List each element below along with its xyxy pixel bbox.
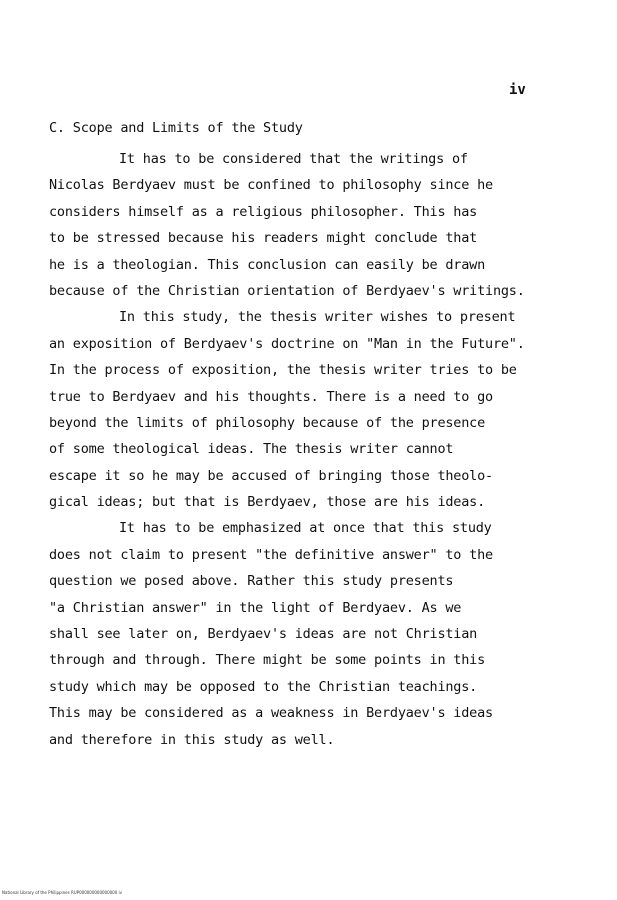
paragraph-line: and therefore in this study as well. xyxy=(49,731,335,748)
paragraph-line: to be stressed because his readers might conclude that xyxy=(49,230,478,247)
paragraph-line: question we posed above. Rather this study presents xyxy=(49,573,454,590)
paragraph-line: This may be considered as a weakness in Berdyaev's ideas xyxy=(49,705,493,722)
paragraph-line: escape it so he may be accused of bringing those theolo- xyxy=(49,467,493,484)
paragraph-line: because of the Christian orientation of Berdyaev's writings. xyxy=(49,282,525,299)
paragraph-line: considers himself as a religious philosopher. This has xyxy=(49,203,478,220)
paragraph-line: study which may be opposed to the Christian teachings. xyxy=(49,678,478,695)
paragraph-line: It has to be considered that the writings of xyxy=(119,151,468,167)
paragraph-line: "a Christian answer" in the light of Berdyaev. As we xyxy=(49,599,462,616)
paragraph-line: It has to be emphasized at once that this study xyxy=(119,520,492,537)
paragraph-line: true to Berdyaev and his thoughts. There is a need to go xyxy=(49,388,493,405)
paragraph-line: In the process of exposition, the thesis writer tries to be xyxy=(49,362,517,379)
page-number: iv xyxy=(509,82,526,98)
paragraph-line: beyond the limits of philosophy because of the presence xyxy=(49,414,486,431)
paragraph-line: Nicolas Berdyaev must be confined to philosophy since he xyxy=(49,177,493,194)
paragraph-line: shall see later on, Berdyaev's ideas are not Christian xyxy=(49,626,478,643)
archive-footer: National Library of the Philippines RUP000000000000000 iv xyxy=(2,890,123,895)
paragraph-line: through and through. There might be some points in this xyxy=(49,652,486,669)
section-heading: C. Scope and Limits of the Study xyxy=(49,120,303,136)
paragraph-line: of some theological ideas. The thesis writer cannot xyxy=(49,441,454,458)
paragraph-line: an exposition of Berdyaev's doctrine on "Man in the Future". xyxy=(49,335,525,352)
paragraph-line: he is a theologian. This conclusion can easily be drawn xyxy=(49,256,486,273)
paragraph-line: In this study, the thesis writer wishes to present xyxy=(119,309,516,326)
paragraph-line: does not claim to present "the definitive answer" to the xyxy=(49,546,493,563)
body-text xyxy=(49,146,609,753)
paragraph-line: gical ideas; but that is Berdyaev, those are his ideas. xyxy=(49,494,486,511)
